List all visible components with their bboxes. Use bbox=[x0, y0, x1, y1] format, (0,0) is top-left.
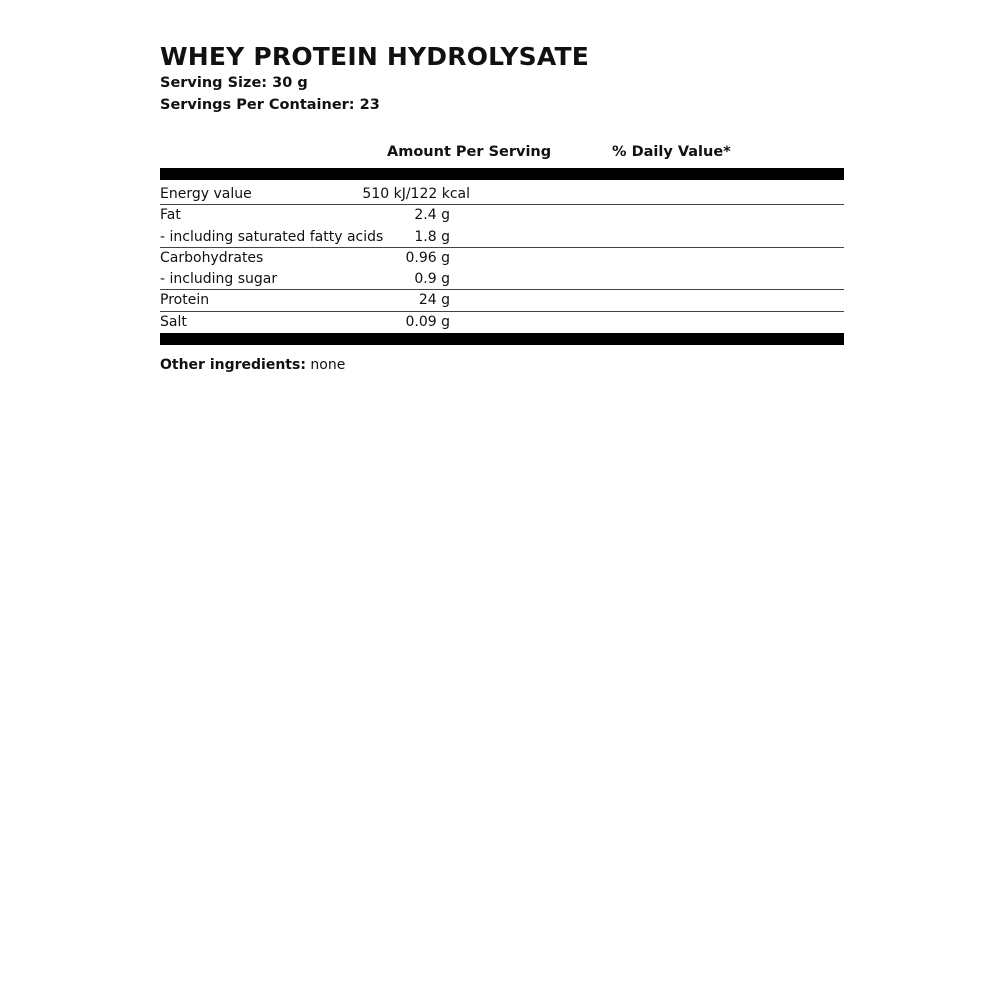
nutrient-name: Fat bbox=[160, 207, 181, 224]
serving-size: Serving Size: 30 g bbox=[160, 75, 308, 91]
nutrition-label bbox=[160, 42, 844, 373]
nutrient-value: 24 g bbox=[418, 292, 450, 309]
nutrient-value: 2.4 g bbox=[414, 207, 450, 224]
nutrient-value: 1.8 g bbox=[414, 228, 450, 245]
nutrient-name: - including saturated fatty acids bbox=[160, 228, 384, 245]
table-row-energy bbox=[160, 184, 844, 205]
nutrient-value: 0.09 g bbox=[405, 313, 450, 330]
servings-per-container: Servings Per Container: 23 bbox=[160, 97, 380, 113]
amount-per-serving-header: Amount Per Serving bbox=[387, 144, 552, 160]
nutrition-rows bbox=[160, 184, 844, 333]
column-headers bbox=[160, 144, 844, 164]
nutrient-name: - including sugar bbox=[160, 271, 278, 288]
table-row-saturated-fat bbox=[160, 227, 844, 248]
nutrient-value: 510 kJ/122 kcal bbox=[362, 186, 470, 202]
nutrient-name: Energy value bbox=[160, 186, 252, 202]
nutrient-name: Salt bbox=[160, 313, 187, 330]
table-row-carbohydrates bbox=[160, 248, 844, 269]
nutrient-value: 0.9 g bbox=[414, 271, 450, 288]
daily-value-header: % Daily Value* bbox=[612, 144, 731, 160]
product-title: WHEY PROTEIN HYDROLYSATE bbox=[160, 42, 590, 71]
other-ingredients-label: Other ingredients: bbox=[160, 357, 306, 374]
table-row-salt bbox=[160, 312, 844, 333]
other-ingredients bbox=[160, 357, 844, 373]
nutrient-name: Carbohydrates bbox=[160, 249, 264, 266]
bottom-thick-divider bbox=[160, 333, 844, 345]
top-thick-divider bbox=[160, 168, 844, 180]
nutrient-value: 0.96 g bbox=[405, 249, 450, 266]
table-row-fat bbox=[160, 205, 844, 226]
other-ingredients-value: none bbox=[310, 357, 346, 374]
table-row-sugar bbox=[160, 269, 844, 290]
nutrient-name: Protein bbox=[160, 292, 210, 309]
table-row-protein bbox=[160, 290, 844, 311]
